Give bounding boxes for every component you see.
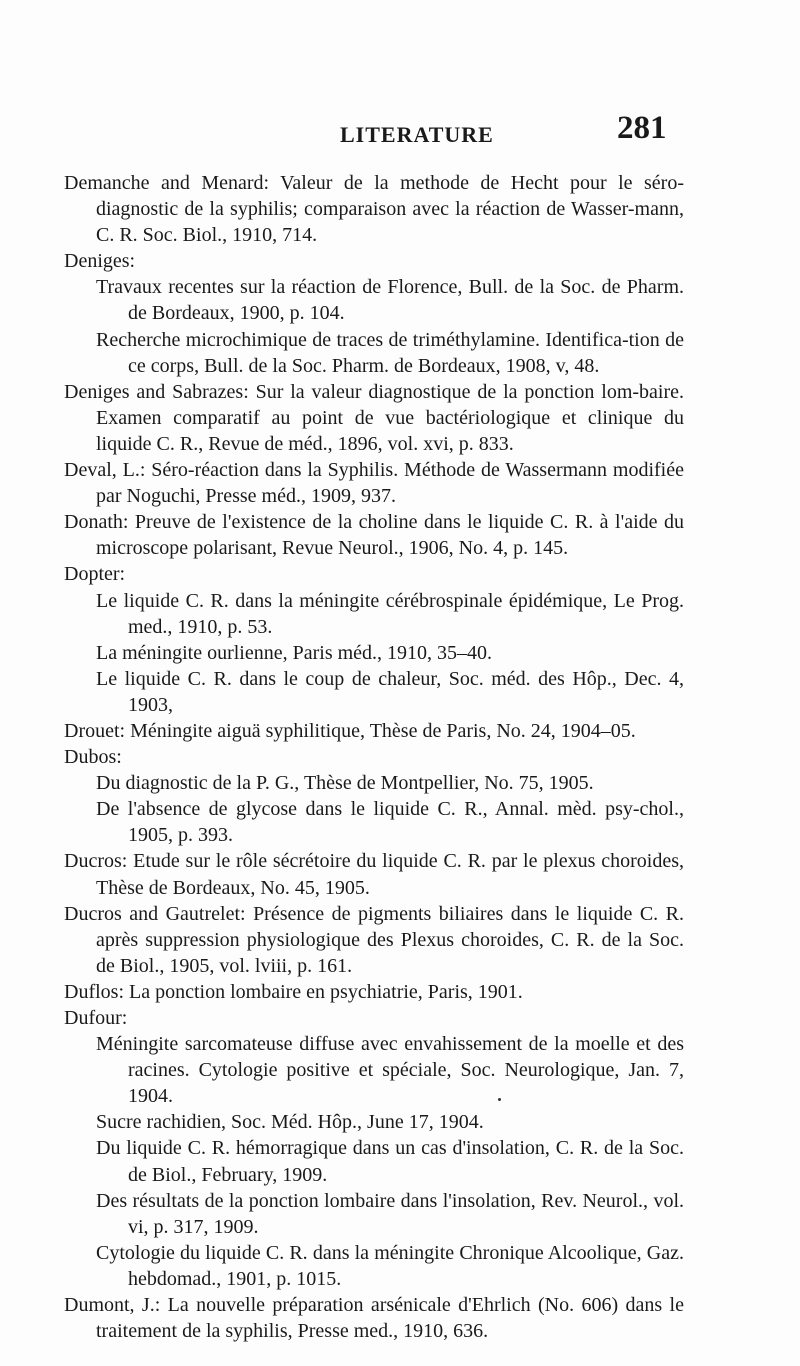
- bibliography-entry: Deniges and Sabrazes: Sur la valeur diagnostique de la ponction lom-baire. Examen comparatif au point de vue bactériologique et clinique du liquide C. R., Revue de méd., 1896, vol. xvi, p. 833.: [64, 380, 684, 455]
- print-speck: [498, 1098, 501, 1101]
- bibliography-list: [64, 170, 684, 1344]
- bibliography-sub-entry: Du diagnostic de la P. G., Thèse de Montpellier, No. 75, 1905.: [96, 772, 594, 795]
- bibliography-sub-entry: La méningite ourlienne, Paris méd., 1910, 35–40.: [96, 641, 493, 664]
- page-number: 281: [617, 110, 667, 146]
- bibliography-entry: Deval, L.: Séro-réaction dans la Syphilis. Méthode de Wassermann modifiée par Noguchi, Presse méd., 1909, 937.: [64, 459, 684, 508]
- bibliography-sub-entry: De l'absence de glycose dans le liquide C. R., Annal. mèd. psy-chol., 1905, p. 393.: [96, 798, 684, 847]
- bibliography-entry: Dufour:: [64, 1007, 128, 1029]
- bibliography-entry: Drouet: Méningite aiguä syphilitique, Thèse de Paris, No. 24, 1904–05.: [64, 719, 636, 742]
- bibliography-entry: Duflos: La ponction lombaire en psychiatrie, Paris, 1901.: [64, 980, 523, 1003]
- bibliography-sub-entry: Du liquide C. R. hémorragique dans un cas d'insolation, C. R. de la Soc. de Biol., February, 1909.: [96, 1137, 684, 1186]
- bibliography-entry: Ducros: Etude sur le rôle sécrétoire du liquide C. R. par le plexus choroides, Thèse de Bordeaux, No. 45, 1905.: [64, 850, 684, 899]
- bibliography-sub-entry: Méningite sarcomateuse diffuse avec envahissement de la moelle et des racines. Cytologie positive et spéciale, Soc. Neurologique, Jan. 7, 1904.: [96, 1033, 684, 1108]
- bibliography-sub-entry: Le liquide C. R. dans la méningite cérébrospinale épidémique, Le Prog. med., 1910, p. 53.: [96, 589, 684, 638]
- bibliography-entry: Dopter:: [64, 563, 126, 586]
- bibliography-sub-entry: Recherche microchimique de traces de triméthylamine. Identifica-tion de ce corps, Bull. de la Soc. Pharm. de Bordeaux, 1908, v, 48.: [96, 328, 684, 377]
- bibliography-entry: Ducros and Gautrelet: Présence de pigments biliaires dans le liquide C. R. après suppression physiologique des Plexus choroides, C. R. de la Soc. de Biol., 1905, vol. lviii, p. 161.: [64, 902, 684, 977]
- bibliography-sub-entry: Travaux recentes sur la réaction de Florence, Bull. de la Soc. de Pharm. de Bordeaux, 1900, p. 104.: [96, 276, 684, 325]
- bibliography-entry: Demanche and Menard: Valeur de la methode de Hecht pour le séro-diagnostic de la syphilis; comparaison avec la réaction de Wasser-mann, C. R. Soc. Biol., 1910, 714.: [64, 172, 684, 247]
- running-title: LITERATURE: [340, 122, 494, 147]
- running-head: [0, 110, 800, 154]
- bibliography-sub-entry: Le liquide C. R. dans le coup de chaleur, Soc. méd. des Hôp., Dec. 4, 1903,: [96, 667, 684, 716]
- bibliography-entry: Donath: Preuve de l'existence de la choline dans le liquide C. R. à l'aide du microscope polarisant, Revue Neurol., 1906, No. 4, p. 145.: [64, 511, 684, 560]
- bibliography-sub-entry: Sucre rachidien, Soc. Méd. Hôp., June 17, 1904.: [96, 1111, 484, 1134]
- bibliography-entry: Deniges:: [64, 250, 136, 273]
- bibliography-entry: Dumont, J.: La nouvelle préparation arsénicale d'Ehrlich (No. 606) dans le traitement de la syphilis, Presse med., 1910, 636.: [64, 1294, 684, 1343]
- bibliography-sub-entry: Des résultats de la ponction lombaire dans l'insolation, Rev. Neurol., vol. vi, p. 317, 1909.: [96, 1189, 684, 1238]
- bibliography-sub-entry: Cytologie du liquide C. R. dans la méningite Chronique Alcoolique, Gaz. hebdomad., 1901, p. 1015.: [96, 1241, 684, 1290]
- bibliography-entry: Dubos:: [64, 746, 122, 769]
